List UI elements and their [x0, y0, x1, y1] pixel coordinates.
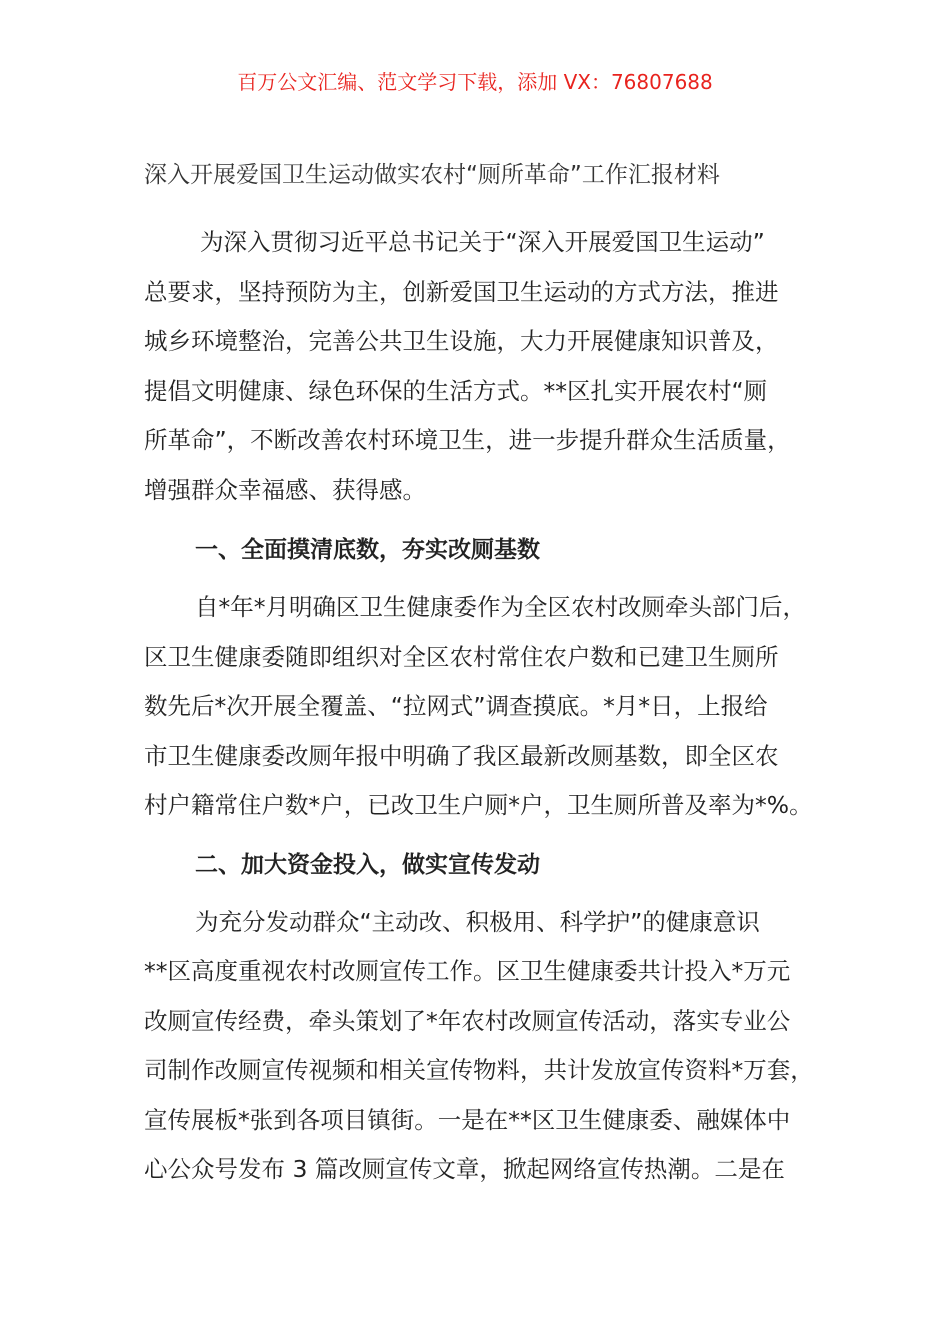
section-2-line-5: 宣传展板*张到各项目镇街。一是在**区卫生健康委、融媒体中 — [144, 1106, 791, 1134]
intro-line-5: 所革命”，不断改善农村环境卫生，进一步提升群众生活质量， — [144, 426, 791, 454]
section-2-heading: 二、加大资金投入，做实宣传发动 — [195, 852, 540, 878]
section-1-line-1: 自*年*月明确区卫生健康委作为全区农村改厕牵头部门后， — [195, 593, 806, 621]
header-watermark-note: 百万公文汇编、范文学习下载，添加 VX：76807688 — [237, 70, 713, 94]
intro-line-6: 增强群众幸福感、获得感。 — [144, 476, 426, 504]
section-1-heading: 一、全面摸清底数，夯实改厕基数 — [195, 537, 540, 563]
section-2-line-6: 心公众号发布 3 篇改厕宣传文章，掀起网络宣传热潮。二是在 — [144, 1155, 785, 1183]
section-1-line-4: 市卫生健康委改厕年报中明确了我区最新改厕基数，即全区农 — [144, 742, 779, 770]
section-2-line-3: 改厕宣传经费，牵头策划了*年农村改厕宣传活动，落实专业公 — [144, 1007, 791, 1035]
document-title: 深入开展爱国卫生运动做实农村“厕所革命”工作汇报材料 — [144, 162, 720, 188]
intro-line-4: 提倡文明健康、绿色环保的生活方式。**区扎实开展农村“厕 — [144, 377, 768, 405]
section-1-line-5: 村户籍常住户数*户，已改卫生户厕*户，卫生厕所普及率为*%。 — [144, 791, 813, 819]
section-1-line-2: 区卫生健康委随即组织对全区农村常住农户数和已建卫生厕所 — [144, 643, 779, 671]
section-2-line-1: 为充分发动群众“主动改、积极用、科学护”的健康意识 — [195, 908, 760, 936]
intro-line-2: 总要求，坚持预防为主，创新爱国卫生运动的方式方法，推进 — [144, 278, 779, 306]
section-2-line-2: **区高度重视农村改厕宣传工作。区卫生健康委共计投入*万元 — [144, 957, 791, 985]
section-2-line-4: 司制作改厕宣传视频和相关宣传物料，共计发放宣传资料*万套， — [144, 1056, 814, 1084]
intro-line-3: 城乡环境整治，完善公共卫生设施，大力开展健康知识普及， — [144, 327, 779, 355]
intro-line-1: 为深入贯彻习近平总书记关于“深入开展爱国卫生运动” — [200, 228, 765, 256]
section-1-line-3: 数先后*次开展全覆盖、“拉网式”调查摸底。*月*日，上报给 — [144, 692, 768, 720]
